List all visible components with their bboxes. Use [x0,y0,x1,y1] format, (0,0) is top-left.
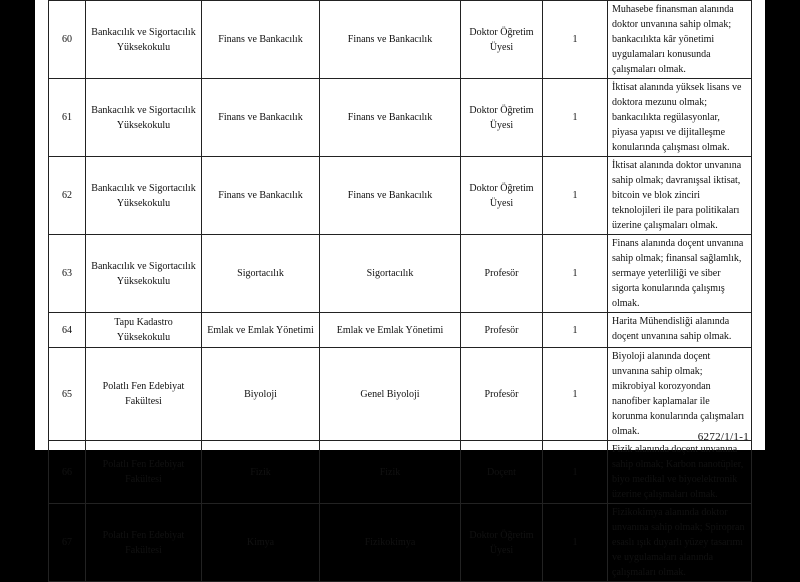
requirement-text: Biyoloji alanında doçent unvanına sahip olmak; mikrobiyal korozyondan nanofiber kaplamalar ile korunma konularında çalışmaları olmak. [608,348,752,441]
department-name: Emlak ve Emlak Yönetimi [202,313,320,348]
row-number: 63 [49,235,86,313]
program-name: Fizikokimya [320,504,461,582]
academic-title: Doçent [461,441,543,504]
academic-title: Profesör [461,313,543,348]
program-name: Fizik [320,441,461,504]
position-count: 1 [543,348,608,441]
position-count: 1 [543,79,608,157]
position-count: 1 [543,235,608,313]
program-name: Finans ve Bankacılık [320,1,461,79]
table-row [49,504,752,582]
academic-title: Doktor Öğretim Üyesi [461,157,543,235]
unit-name: Bankacılık ve Sigortacılık Yüksekokulu [86,79,202,157]
table-row [49,157,752,235]
position-count: 1 [543,441,608,504]
requirement-text: Fizikokimya alanında doktor unvanına sahip olmak; Spiropran esaslı ışık duyarlı yüzey tasarımı ve uygulamaları alanında çalışmaları olmak. [608,504,752,582]
requirement-text: Harita Mühendisliği alanında doçent unvanına sahip olmak. [608,313,752,348]
department-name: Finans ve Bankacılık [202,157,320,235]
requirement-text: Muhasebe finansman alanında doktor unvanına sahip olmak; bankacılıkta kâr yönetimi uygulamaları konusunda çalışmaları olmak. [608,1,752,79]
document-page [35,0,765,578]
unit-name: Bankacılık ve Sigortacılık Yüksekokulu [86,157,202,235]
department-name: Kimya [202,504,320,582]
row-number: 67 [49,504,86,582]
program-name: Finans ve Bankacılık [320,79,461,157]
unit-name: Polatlı Fen Edebiyat Fakültesi [86,348,202,441]
table-row [49,348,752,441]
department-name: Biyoloji [202,348,320,441]
program-name: Sigortacılık [320,235,461,313]
table-row [49,1,752,79]
position-count: 1 [543,313,608,348]
program-name: Finans ve Bankacılık [320,157,461,235]
row-number: 60 [49,1,86,79]
position-count: 1 [543,1,608,79]
table-row [49,313,752,348]
position-count: 1 [543,504,608,582]
department-name: Finans ve Bankacılık [202,1,320,79]
department-name: Sigortacılık [202,235,320,313]
academic-title: Profesör [461,235,543,313]
department-name: Fizik [202,441,320,504]
document-code: 6272/1/1-1 [697,431,749,443]
program-name: Genel Biyoloji [320,348,461,441]
row-number: 65 [49,348,86,441]
program-name: Emlak ve Emlak Yönetimi [320,313,461,348]
department-name: Finans ve Bankacılık [202,79,320,157]
requirement-text: İktisat alanında doktor unvanına sahip olmak; davranışsal iktisat, bitcoin ve blok zinciri teknolojileri ile para politikaları üzerine çalışmaları olmak. [608,157,752,235]
unit-name: Bankacılık ve Sigortacılık Yüksekokulu [86,1,202,79]
row-number: 64 [49,313,86,348]
row-number: 66 [49,441,86,504]
row-number: 62 [49,157,86,235]
position-table [48,0,752,582]
table-row [49,79,752,157]
academic-title: Profesör [461,348,543,441]
requirement-text: Finans alanında doçent unvanına sahip olmak; finansal sağlamlık, sermaye yeterliliği ve siber sigorta konularında çalışmış olmak. [608,235,752,313]
unit-name: Polatlı Fen Edebiyat Fakültesi [86,504,202,582]
academic-title: Doktor Öğretim Üyesi [461,504,543,582]
academic-title: Doktor Öğretim Üyesi [461,1,543,79]
table-row [49,235,752,313]
position-count: 1 [543,157,608,235]
requirement-text: İktisat alanında yüksek lisans ve doktora mezunu olmak; bankacılıkta regülasyonlar, piyasa yapısı ve dijitalleşme konularında çalışması olmak. [608,79,752,157]
row-number: 61 [49,79,86,157]
requirement-text: Fizik alanında doçent unvanına sahip olmak; Karbon nanotüpler, biyo medikal ve biyoelektronik üzerine çalışmaları olmak. [608,441,752,504]
unit-name: Tapu Kadastro Yüksekokulu [86,313,202,348]
academic-title: Doktor Öğretim Üyesi [461,79,543,157]
unit-name: Polatlı Fen Edebiyat Fakültesi [86,441,202,504]
unit-name: Bankacılık ve Sigortacılık Yüksekokulu [86,235,202,313]
